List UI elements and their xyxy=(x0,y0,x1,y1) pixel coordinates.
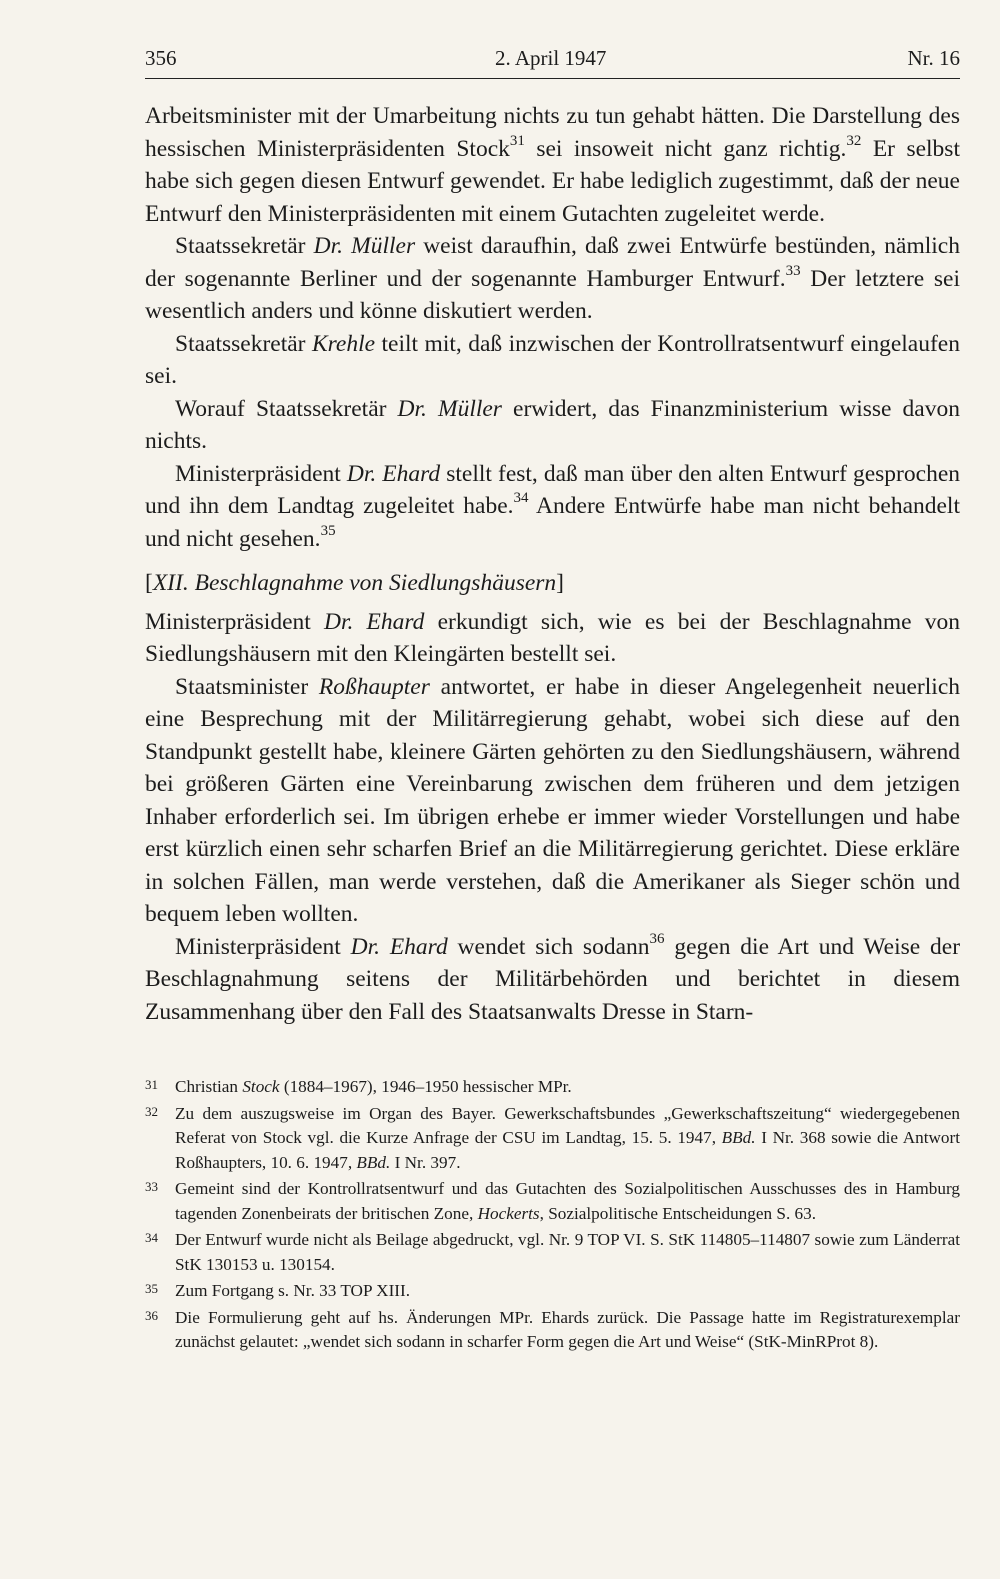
person-name: Krehle xyxy=(311,330,376,357)
paragraph: Arbeitsminister mit der Umarbeitung nichts zu tun gehabt hätten. Die Darstellung des hessischen Ministerpräsidenten Stock$^{31}$ sei insoweit nicht ganz richtig.$^{32}$ Er selbst habe sich gegen diesen Entwurf gewendet. Er habe lediglich zugestimmt, daß der neue Entwurf den Ministerpräsidenten mit einem Gutachten zugeleitet werde. xyxy=(145,103,960,227)
person-name: Roßhaupter xyxy=(318,673,430,700)
footnote-ref[interactable]: 33 xyxy=(785,262,801,279)
person-name: Dr. Müller xyxy=(313,233,416,259)
main-text xyxy=(145,100,960,1028)
paragraph: Worauf Staatssekretär Dr. Müller erwidert, das Finanzministerium wisse davon nichts. xyxy=(145,395,960,454)
paragraph: Staatssekretär Dr. Müller weist daraufhin, daß zwei Entwürfe bestünden, nämlich der sogenannte Berliner und der sogenannte Hamburger Entwurf.$^{33}$ Der letztere sei wesentlich anders und könne diskutiert werden. xyxy=(145,233,960,324)
header-date: 2. April 1947 xyxy=(495,46,607,70)
person-name: Dr. Ehard xyxy=(350,933,448,960)
footnote: 36 Die Formulierung geht auf hs. Änderungen MPr. Ehards zurück. Die Passage hatte im Registraturexemplar zunächst gelautet: „wendet sich sodann in scharfer Form gegen die Art und Weise“ (StK-MinRProt 8). xyxy=(145,1306,960,1355)
page-number: 356 xyxy=(145,46,177,70)
footnote-number: 36 xyxy=(145,1307,158,1323)
footnote-number: 35 xyxy=(145,1281,158,1296)
paragraph: Staatssekretär Krehle teilt mit, daß inzwischen der Kontrollratsentwurf eingelaufen sei. xyxy=(145,330,960,389)
footnote-ref[interactable]: 32 xyxy=(846,132,862,149)
footnote: 31 Christian Stock (1884–1967), 1946–1950 hessischer MPr. xyxy=(145,1075,960,1100)
footnote: 34 Der Entwurf wurde nicht als Beilage abgedruckt, vgl. Nr. 9 TOP VI. S. StK 114805–114807 sowie zum Länderrat StK 130153 u. 130154. xyxy=(145,1228,960,1277)
paragraph: Ministerpräsident Dr. Ehard erkundigt sich, wie es bei der Beschlagnahme von Siedlungshäusern mit den Kleingärten bestellt sei. xyxy=(145,608,961,667)
paragraph: Ministerpräsident Dr. Ehard stellt fest, daß man über den alten Entwurf gesprochen und ihn dem Landtag zugeleitet habe.$^{34}$ Andere Entwürfe habe man nicht behandelt und nicht gesehen.$^{35}$ xyxy=(145,460,960,552)
footnote-ref[interactable]: 31 xyxy=(509,132,525,149)
footnote-ref[interactable]: 35 xyxy=(320,522,336,539)
footnote: 35 Zum Fortgang s. Nr. 33 TOP XIII. xyxy=(145,1279,960,1304)
footnote-number: 33 xyxy=(145,1179,158,1194)
issue-number: Nr. 16 xyxy=(907,46,960,70)
footnote-ref[interactable]: 36 xyxy=(649,930,665,947)
footnote-number: 31 xyxy=(145,1077,158,1092)
footnote-ref[interactable]: 34 xyxy=(513,490,529,507)
footnote: 33 Gemeint sind der Kontrollratsentwurf und das Gutachten des Sozialpolitischen Ausschusses des in Hamburg tagenden Zonenbeirats der britischen Zone, Hockerts, Sozialpolitische Entscheidungen S. 63. xyxy=(145,1177,960,1226)
footnotes xyxy=(145,1075,960,1357)
person-name: Dr. Müller xyxy=(397,395,502,422)
paragraph: Ministerpräsident Dr. Ehard wendet sich sodann$^{36}$ gegen die Art und Weise der Beschlagnahmung seitens der Militärbehörden und berichtet in diesem Zusammenhang über den Fall des Staatsanwalts Dresse in Starn- xyxy=(145,930,961,1025)
person-name: Dr. Ehard xyxy=(346,460,441,487)
footnote-number: 34 xyxy=(145,1230,158,1245)
footnote-number: 32 xyxy=(145,1103,158,1119)
section-heading: [XII. Beschlagnahme von Siedlungshäusern] xyxy=(145,570,564,596)
paragraph: Staatsminister Roßhaupter antwortet, er habe in dieser Angelegenheit neuerlich eine Besprechung mit der Militärregierung gehabt, wobei sich diese auf den Standpunkt gestellt habe, kleinere Gärten gehörten zu den Siedlungshäusern, während bei größeren Gärten eine Vereinbarung zwischen dem früheren und dem jetzigen Inhaber erforderlich sei. Im übrigen erhebe er immer wieder Vorstellungen und habe erst kürzlich einen sehr scharfen Brief an die Militärregierung gerichtet. Diese erkläre in solchen Fällen, man werde verstehen, daß die Amerikaner als Sieger schön und bequem leben wollten. xyxy=(145,673,960,927)
footnote: 32 Zu dem auszugsweise im Organ des Bayer. Gewerkschaftsbundes „Gewerkschaftszeitung“ wiedergegebenen Referat von Stock vgl. die Kurze Anfrage der CSU im Landtag, 15. 5. 1947, BBd. I Nr. 368 sowie die Antwort Roßhaupters, 10. 6. 1947, BBd. I Nr. 397. xyxy=(145,1102,960,1176)
page-header xyxy=(145,42,960,79)
person-name: Dr. Ehard xyxy=(323,608,425,635)
